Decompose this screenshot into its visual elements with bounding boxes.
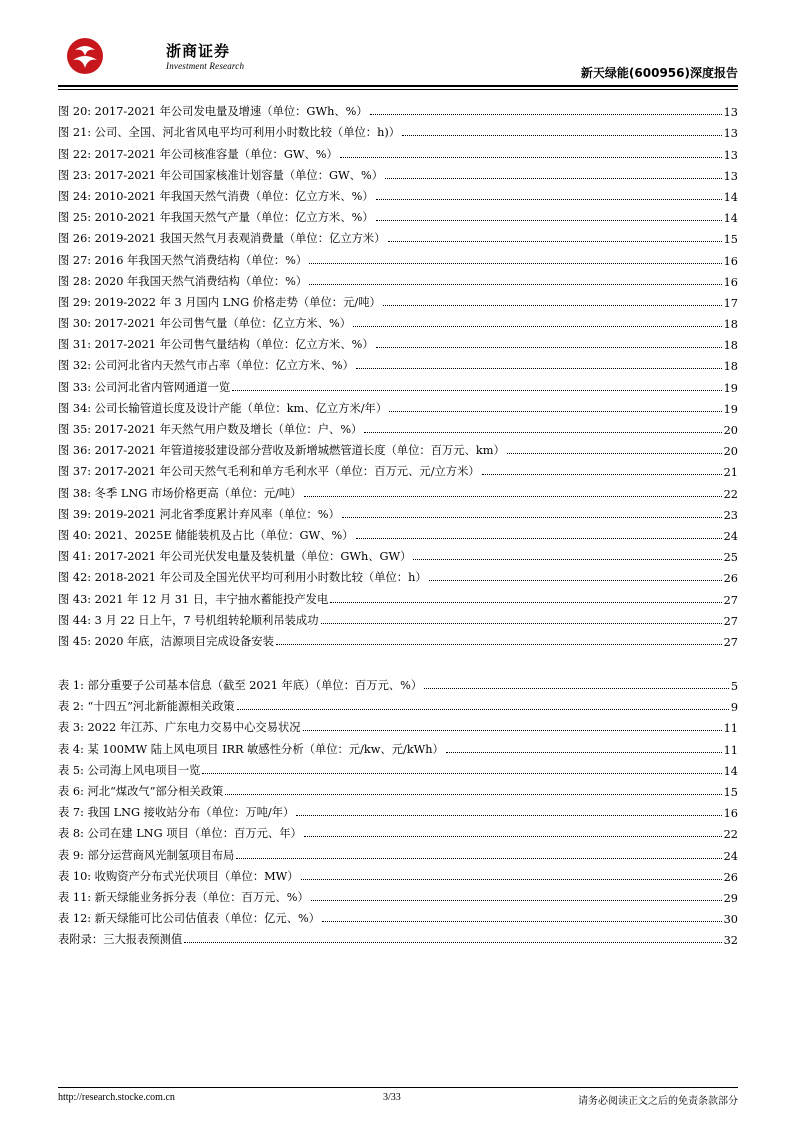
header-divider-thin: [58, 89, 738, 90]
toc-entry-page: 13: [723, 148, 738, 162]
toc-entry-page: 13: [723, 127, 738, 141]
toc-entry-label: 图 32: 公司河北省内天然气市占率（单位：亿立方米、%）: [58, 359, 354, 373]
dot-leader: [507, 453, 722, 454]
dot-leader: [383, 305, 722, 306]
toc-entry-figure[interactable]: [58, 479, 738, 500]
toc-entry-page: 16: [723, 275, 738, 289]
toc-entry-page: 26: [723, 572, 738, 586]
toc-entry-table[interactable]: [58, 735, 738, 756]
dot-leader: [429, 580, 722, 581]
toc-entry-page: 20: [723, 445, 738, 459]
toc-entry-page: 27: [723, 614, 738, 628]
toc-entry-page: 19: [723, 402, 738, 416]
dot-leader: [202, 773, 721, 774]
logo-icon: [64, 36, 106, 76]
toc-entry-figure[interactable]: [58, 352, 738, 373]
dot-leader: [340, 157, 722, 158]
dot-leader: [342, 517, 722, 518]
toc-entry-figure[interactable]: [58, 373, 738, 394]
toc-entry-label: 图 37: 2017-2021 年公司天然气毛利和单方毛利水平（单位：百万元、元/立方米）: [58, 465, 480, 479]
toc-entry-label: 图 21: 公司、全国、河北省风电平均可利用小时数比较（单位：h)）: [58, 126, 401, 140]
toc-entry-label: 表 5: 公司海上风电项目一览: [58, 763, 201, 777]
toc-entry-figure[interactable]: [58, 140, 738, 161]
toc-entry-table[interactable]: [58, 884, 738, 905]
toc-entry-figure[interactable]: [58, 310, 738, 331]
toc-entry-page: 16: [723, 254, 738, 268]
toc-entry-figure[interactable]: [58, 246, 738, 267]
dot-leader: [353, 326, 722, 327]
toc-entry-page: 27: [723, 593, 738, 607]
dot-leader: [311, 900, 722, 901]
toc-entry-label: 图 23: 2017-2021 年公司国家核准计划容量（单位：GW、%）: [58, 168, 383, 182]
dot-leader: [424, 688, 729, 689]
toc-entry-page: 22: [723, 828, 738, 842]
toc-entry-figure[interactable]: [58, 98, 738, 119]
dot-leader: [232, 390, 721, 391]
dot-leader: [276, 644, 722, 645]
dot-leader: [322, 921, 722, 922]
toc-entry-label: 表 9: 部分运营商风光制氢项目布局: [58, 848, 235, 862]
dot-leader: [237, 709, 729, 710]
table-list: [58, 672, 738, 947]
toc-entry-figure[interactable]: [58, 543, 738, 564]
toc-entry-figure[interactable]: [58, 183, 738, 204]
page-number: 3/33: [383, 1092, 401, 1103]
toc-entry-figure[interactable]: [58, 522, 738, 543]
toc-entry-label: 图 45: 2020 年底，洁源项目完成设备安装: [58, 634, 274, 648]
dot-leader: [236, 858, 721, 859]
toc-entry-label: 图 40: 2021、2025E 储能装机及占比（单位：GW、%）: [58, 528, 354, 542]
toc-entry-page: 9: [730, 701, 738, 715]
toc-entry-label: 表 7: 我国 LNG 接收站分布（单位：万吨/年）: [58, 806, 295, 820]
dot-leader: [330, 602, 721, 603]
toc-entry-page: 32: [723, 934, 738, 948]
page-header: [58, 36, 738, 80]
toc-entry-table[interactable]: [58, 757, 738, 778]
dot-leader: [376, 220, 722, 221]
dot-leader: [402, 135, 722, 136]
toc-entry-label: 表 4: 某 100MW 陆上风电项目 IRR 敏感性分析（单位：元/kw、元/kWh）: [58, 742, 444, 756]
dot-leader: [303, 730, 722, 731]
toc-entry-page: 26: [723, 870, 738, 884]
toc-entry-page: 5: [730, 680, 738, 694]
footer-divider: [58, 1087, 738, 1088]
header-divider: [58, 85, 738, 87]
toc-entry-label: 表 8: 公司在建 LNG 项目（单位：百万元、年）: [58, 827, 302, 841]
toc-entry-figure[interactable]: [58, 458, 738, 479]
dot-leader: [304, 496, 722, 497]
toc-entry-label: 图 20: 2017-2021 年公司发电量及增速（单位：GWh、%）: [58, 105, 368, 119]
toc-entry-page: 15: [723, 233, 738, 247]
toc-entry-table[interactable]: [58, 693, 738, 714]
figure-list: [58, 98, 738, 649]
toc-entry-label: 表 12: 新天绿能可比公司估值表（单位：亿元、%）: [58, 912, 321, 926]
toc-entry-page: 18: [723, 318, 738, 332]
toc-entry-label: 图 31: 2017-2021 年公司售气量结构（单位：亿立方米、%）: [58, 338, 374, 352]
dot-leader: [321, 623, 722, 624]
toc-entry-figure[interactable]: [58, 204, 738, 225]
dot-leader: [370, 114, 722, 115]
toc-entry-page: 29: [723, 891, 738, 905]
dot-leader: [388, 241, 722, 242]
toc-entry-label: 图 33: 公司河北省内管网通道一览: [58, 380, 231, 394]
report-title: 新天绿能(600956)深度报告: [580, 66, 738, 80]
logo-text-en: Investment Research: [166, 61, 245, 71]
dot-leader: [309, 284, 721, 285]
toc-entry-label: 表 11: 新天绿能业务拆分表（单位：百万元、%）: [58, 890, 309, 904]
footer-disclaimer: 请务必阅读正文之后的免责条款部分: [578, 1096, 738, 1107]
toc-entry-page: 20: [723, 424, 738, 437]
dot-leader: [364, 432, 721, 433]
toc-entry-page: 22: [723, 487, 738, 501]
dot-leader: [304, 836, 722, 837]
dot-leader: [356, 538, 722, 539]
toc-entry-page: 17: [723, 296, 738, 310]
toc-entry-figure[interactable]: [58, 331, 738, 352]
toc-entry-table[interactable]: [58, 799, 738, 820]
toc-entry-table[interactable]: [58, 926, 738, 947]
toc-entry-label: 图 44: 3 月 22 日上午，7 号机组转轮顺利吊装成功: [58, 613, 319, 627]
dot-leader: [309, 263, 721, 264]
toc-entry-label: 表附录：三大报表预测值: [58, 933, 183, 947]
dot-leader: [446, 752, 722, 753]
toc-entry-table[interactable]: [58, 778, 738, 799]
toc-entry-label: 图 34: 公司长输管道长度及设计产能（单位：km、亿立方米/年）: [58, 401, 388, 415]
toc-entry-figure[interactable]: [58, 395, 738, 416]
toc-entry-label: 图 29: 2019-2022 年 3 月国内 LNG 价格走势（单位：元/吨）: [58, 295, 381, 309]
toc-entry-label: 表 10: 收购资产分布式光伏项目（单位：MW）: [58, 869, 299, 883]
toc-entry-label: 图 30: 2017-2021 年公司售气量（单位：亿立方米、%）: [58, 317, 352, 331]
dot-leader: [385, 178, 722, 179]
toc-entry-label: 图 24: 2010-2021 年我国天然气消费（单位：亿立方米、%）: [58, 189, 374, 203]
toc-entry-page: 30: [723, 913, 738, 927]
toc-entry-figure[interactable]: [58, 564, 738, 585]
dot-leader: [482, 474, 722, 475]
toc-entry-label: 图 26: 2019-2021 我国天然气月表观消费量（单位：亿立方米）: [58, 232, 386, 246]
toc-entry-page: 14: [723, 190, 738, 204]
section-gap: [58, 649, 738, 672]
toc-entry-page: 16: [723, 807, 738, 821]
toc-entry-page: 13: [723, 169, 738, 183]
toc-entry-page: 18: [723, 360, 738, 374]
toc-entry-table[interactable]: [58, 820, 738, 841]
toc-entry-figure[interactable]: [58, 501, 738, 522]
toc-entry-figure[interactable]: [58, 585, 738, 606]
toc-entry-page: 23: [723, 508, 738, 522]
toc-entry-figure[interactable]: [58, 162, 738, 183]
toc-entry-table[interactable]: [58, 863, 738, 884]
toc-entry-figure[interactable]: [58, 289, 738, 310]
toc-entry-page: 15: [723, 786, 738, 799]
toc-entry-label: 图 39: 2019-2021 河北省季度累计弃风率（单位：%）: [58, 507, 340, 521]
toc-entry-label: 图 43: 2021 年 12 月 31 日，丰宁抽水蓄能投产发电: [58, 592, 329, 606]
toc-entry-figure[interactable]: [58, 437, 738, 458]
toc-entry-label: 表 6: 河北“煤改气”部分相关政策: [58, 785, 224, 798]
dot-leader: [413, 559, 721, 560]
dot-leader: [301, 879, 722, 880]
toc-entry-figure[interactable]: [58, 607, 738, 628]
toc-entry-label: 图 41: 2017-2021 年公司光伏发电量及装机量（单位：GWh、GW）: [58, 550, 412, 564]
dot-leader: [389, 411, 721, 412]
dot-leader: [296, 815, 721, 816]
toc-entry-table[interactable]: [58, 672, 738, 693]
dot-leader: [356, 368, 722, 369]
toc-entry-label: 图 36: 2017-2021 年管道接驳建设部分营收及新增城燃管道长度（单位：百万元、km）: [58, 444, 505, 458]
toc-entry-figure[interactable]: [58, 628, 738, 649]
toc-entry-figure[interactable]: [58, 225, 738, 246]
toc-entry-page: 11: [723, 722, 738, 736]
toc-entry-label: 图 25: 2010-2021 年我国天然气产量（单位：亿立方米、%）: [58, 211, 374, 225]
toc-entry-label: 图 28: 2020 年我国天然气消费结构（单位：%）: [58, 274, 308, 288]
footer-url[interactable]: http://research.stocke.com.cn: [58, 1092, 175, 1103]
toc-entry-table[interactable]: [58, 905, 738, 926]
toc-entry-page: 18: [723, 339, 738, 353]
toc-entry-page: 14: [723, 212, 738, 226]
toc-entry-page: 25: [723, 551, 738, 565]
toc-entry-figure[interactable]: [58, 268, 738, 289]
dot-leader: [376, 347, 722, 348]
dot-leader: [225, 794, 721, 795]
toc-entry-page: 24: [723, 529, 738, 543]
toc-entry-figure[interactable]: [58, 416, 738, 437]
toc-entry-page: 24: [723, 849, 738, 863]
toc-entry-page: 27: [723, 635, 738, 649]
logo-text-cn: 浙商证券: [166, 42, 231, 60]
dot-leader: [376, 199, 722, 200]
toc-entry-figure[interactable]: [58, 119, 738, 140]
toc-entry-label: 图 38: 冬季 LNG 市场价格更高（单位：元/吨）: [58, 486, 302, 500]
toc-entry-table[interactable]: [58, 841, 738, 862]
toc-entry-page: 13: [723, 106, 738, 120]
toc-entry-label: 图 35: 2017-2021 年天然气用户数及增长（单位：户、%）: [58, 423, 363, 436]
toc-entry-page: 14: [723, 764, 738, 778]
toc-entry-label: 图 27: 2016 年我国天然气消费结构（单位：%）: [58, 253, 308, 267]
toc-entry-page: 19: [723, 381, 738, 395]
toc-entry-label: 图 42: 2018-2021 年公司及全国光伏平均可利用小时数比较（单位：h）: [58, 571, 427, 585]
dot-leader: [184, 942, 721, 943]
toc-entry-label: 表 3: 2022 年江苏、广东电力交易中心交易状况: [58, 721, 301, 735]
toc-entry-label: 图 22: 2017-2021 年公司核准容量（单位：GW、%）: [58, 147, 338, 161]
toc-entry-label: 表 1: 部分重要子公司基本信息（截至 2021 年底）（单位：百万元、%）: [58, 679, 423, 693]
toc-entry-page: 21: [723, 466, 738, 480]
table-of-contents: [58, 98, 738, 947]
toc-entry-page: 11: [723, 743, 738, 757]
toc-entry-label: 表 2: “十四五”河北新能源相关政策: [58, 700, 235, 714]
toc-entry-table[interactable]: [58, 714, 738, 735]
